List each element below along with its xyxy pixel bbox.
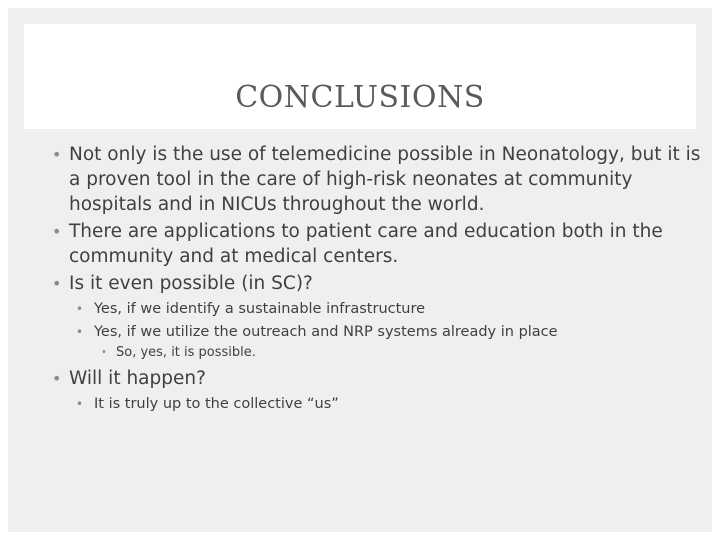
bullet-icon: •: [76, 302, 84, 316]
bullet-icon: •: [76, 325, 84, 339]
bullet-icon: •: [52, 222, 62, 241]
sub-bullet-item: [52, 322, 702, 342]
bullet-item: [52, 219, 702, 269]
sub-bullet-item: [52, 394, 702, 414]
sub-bullet-text: Yes, if we utilize the outreach and NRP systems already in place: [94, 324, 558, 340]
sub-bullet-text: It is truly up to the collective “us”: [94, 396, 339, 412]
bullet-text: Will it happen?: [69, 368, 206, 389]
sub-bullet-text: Yes, if we identify a sustainable infrastructure: [94, 301, 426, 317]
bullet-icon: •: [52, 145, 62, 164]
sub-sub-bullet-item: [52, 344, 702, 362]
sub-bullet-item: [52, 299, 702, 319]
bullet-item: [52, 142, 702, 217]
sub-sub-bullet-text: So, yes, it is possible.: [116, 345, 256, 360]
bullet-icon: •: [76, 397, 84, 411]
bullet-icon: •: [52, 274, 62, 293]
slide-title: CONCLUSIONS: [235, 80, 485, 115]
bullet-text: There are applications to patient care and education both in the community and at medical centers.: [69, 221, 663, 267]
bullet-text: Not only is the use of telemedicine possible in Neonatology, but it is a proven tool in the care of high-risk neonates at community hospitals and in NICUs throughout the world.: [69, 144, 701, 215]
bullet-icon: •: [52, 369, 62, 388]
bullet-item: [52, 271, 702, 296]
bullet-text: Is it even possible (in SC)?: [69, 273, 313, 294]
slide-body: [52, 142, 702, 416]
bullet-item: [52, 366, 702, 391]
title-box: [24, 24, 696, 129]
bullet-icon: •: [101, 347, 107, 358]
